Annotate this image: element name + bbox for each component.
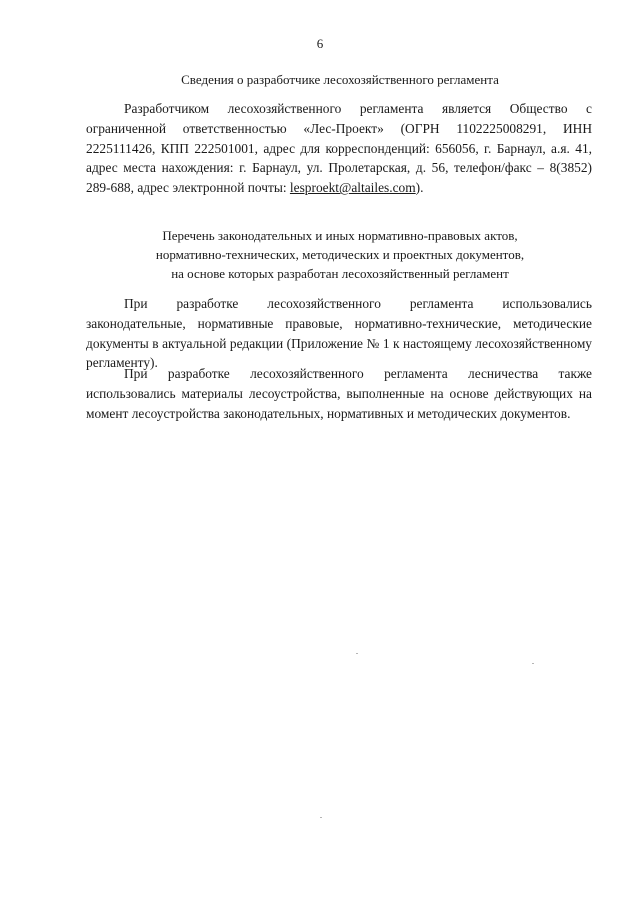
email-link[interactable]: lesproekt@altailes.com <box>289 180 416 196</box>
scan-speck <box>320 817 322 818</box>
heading-line-1: Перечень законодательных и иных нормативно-правовых актов, <box>162 228 518 243</box>
page-number: 6 <box>316 36 324 51</box>
documents-paragraph-2: При разработке лесохозяйственного регламента лесничества также использовались материалы лесоустройства, выполненные на основе действующих на момент лесоустройства законодательных, нормативных и методических документов. <box>86 366 592 421</box>
scan-speck <box>356 653 358 654</box>
heading-line-3: на основе которых разработан лесохозяйственный регламент <box>171 266 509 281</box>
documents-paragraph-1: При разработке лесохозяйственного регламента использовались законодательные, нормативные правовые, нормативно-технические, методические документы в актуальной редакции (Приложение № 1 к настоящему лесохозяйственному регламенту). <box>86 296 592 371</box>
developer-section-heading: Сведения о разработчике лесохозяйственного регламента <box>181 72 499 87</box>
developer-paragraph <box>86 99 592 198</box>
developer-text-end: ). <box>415 180 424 196</box>
developer-text: Разработчиком лесохозяйственного регламента является Общество с ограниченной ответственностью «Лес-Проект» (ОГРН 1102225008291, ИНН 2225111426, КПП 222501001, адрес для корреспонденций: 656056, г. Барнаул, а.я. 41, адрес места нахождения: г. Барнаул, ул. Пролетарская, д. 56, телефон/факс – 8(3852) 289-688, адрес электронной почты: <box>86 101 592 196</box>
heading-line-2: нормативно-технических, методических и проектных документов, <box>155 247 525 262</box>
scan-speck <box>532 663 534 664</box>
documents-section-heading <box>80 226 600 283</box>
